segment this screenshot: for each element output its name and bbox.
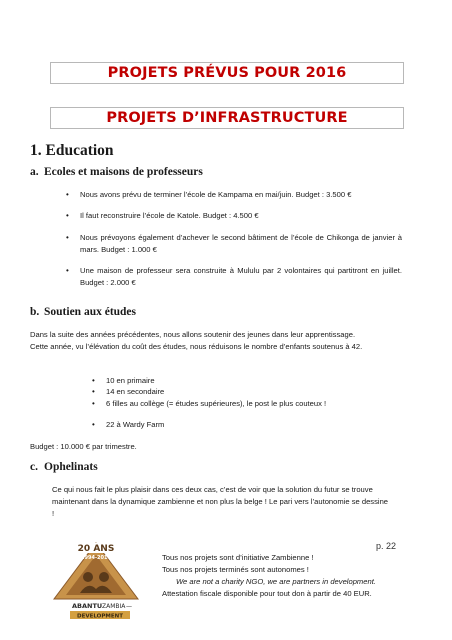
list-item: • 22 à Wardy Farm <box>106 419 406 431</box>
footer-text <box>162 552 376 600</box>
sub-title-box <box>50 107 404 129</box>
sub-title: PROJETS D’INFRASTRUCTURE <box>106 110 348 126</box>
footer-line: Tous nos projets terminés sont autonomes ! <box>162 565 309 574</box>
subsection-title: Soutien aux études <box>44 306 137 318</box>
logo-badge: 20 ANS <box>77 544 115 554</box>
main-title-box <box>50 62 404 84</box>
subsection-letter: a. <box>30 166 39 178</box>
subsection-letter: b. <box>30 306 40 318</box>
budget-text: Budget : 10.000 € par trimestre. <box>30 442 137 451</box>
main-title: PROJETS PRÉVUS POUR 2016 <box>107 65 347 81</box>
logo-dash: — <box>126 603 132 610</box>
subsection-title: Ecoles et maisons de professeurs <box>44 166 203 178</box>
orphanages-text: Ce qui nous fait le plus plaisir dans ces deux cas, c’est de voir que la solution du futur se trouve maintenant dans la dynamique zambienne et non plus la belge ! Le pari vers l’autonomie se dessine ! <box>52 485 389 518</box>
footer-line: Attestation fiscale disponible pour tout don à partir de 40 EUR. <box>162 589 372 598</box>
list-item: • 6 filles au collège (= études supérieures), le post le plus couteux ! <box>106 398 406 410</box>
abantu-zambia-logo <box>46 537 146 627</box>
list-item: • 10 en primaire <box>106 375 406 387</box>
subsection-title: Ophelinats <box>44 461 98 473</box>
logo-years: 1994-2014 <box>81 555 111 561</box>
subsection-heading-c <box>30 461 98 473</box>
list-item: • Nous avons prévu de terminer l’école de Kampama en mai/juin. Budget : 3.500 € <box>80 189 402 201</box>
list-item: • Une maison de professeur sera construite à Mululu par 2 volontaires qui partitront en juillet. Budget : 2.000 € <box>80 265 402 289</box>
subsection-heading-a <box>30 166 203 178</box>
logo-tagline: DEVELOPMENT <box>77 613 123 620</box>
support-intro-text: Dans la suite des années précédentes, nous allons soutenir des jeunes dans leur apprentissage. Cette année, vu l’élévation du coût des études, nous réduisons le nombre d’enfants soutenus à 42. <box>30 330 363 351</box>
logo-name-zambia: ZAMBIA <box>102 603 126 610</box>
section-heading-education: 1. Education <box>30 142 114 159</box>
logo-name-abantu: ABANTU <box>72 602 103 610</box>
subsection-heading-b <box>30 306 136 318</box>
footer-line: Tous nos projets sont d’initiative Zambienne ! <box>162 553 314 562</box>
subsection-letter: c. <box>30 461 38 473</box>
footer-line: We are not a charity NGO, we are partners in development. <box>176 577 376 586</box>
page-number: p. 22 <box>376 541 397 551</box>
list-item: • Il faut reconstruire l’école de Katole. Budget : 4.500 € <box>80 210 402 222</box>
list-item: • Nous prévoyons également d’achever le second bâtiment de l’école de Chikonga de janvier à mars. Budget : 1.000 € <box>80 232 402 256</box>
list-item: • 14 en secondaire <box>106 386 406 398</box>
